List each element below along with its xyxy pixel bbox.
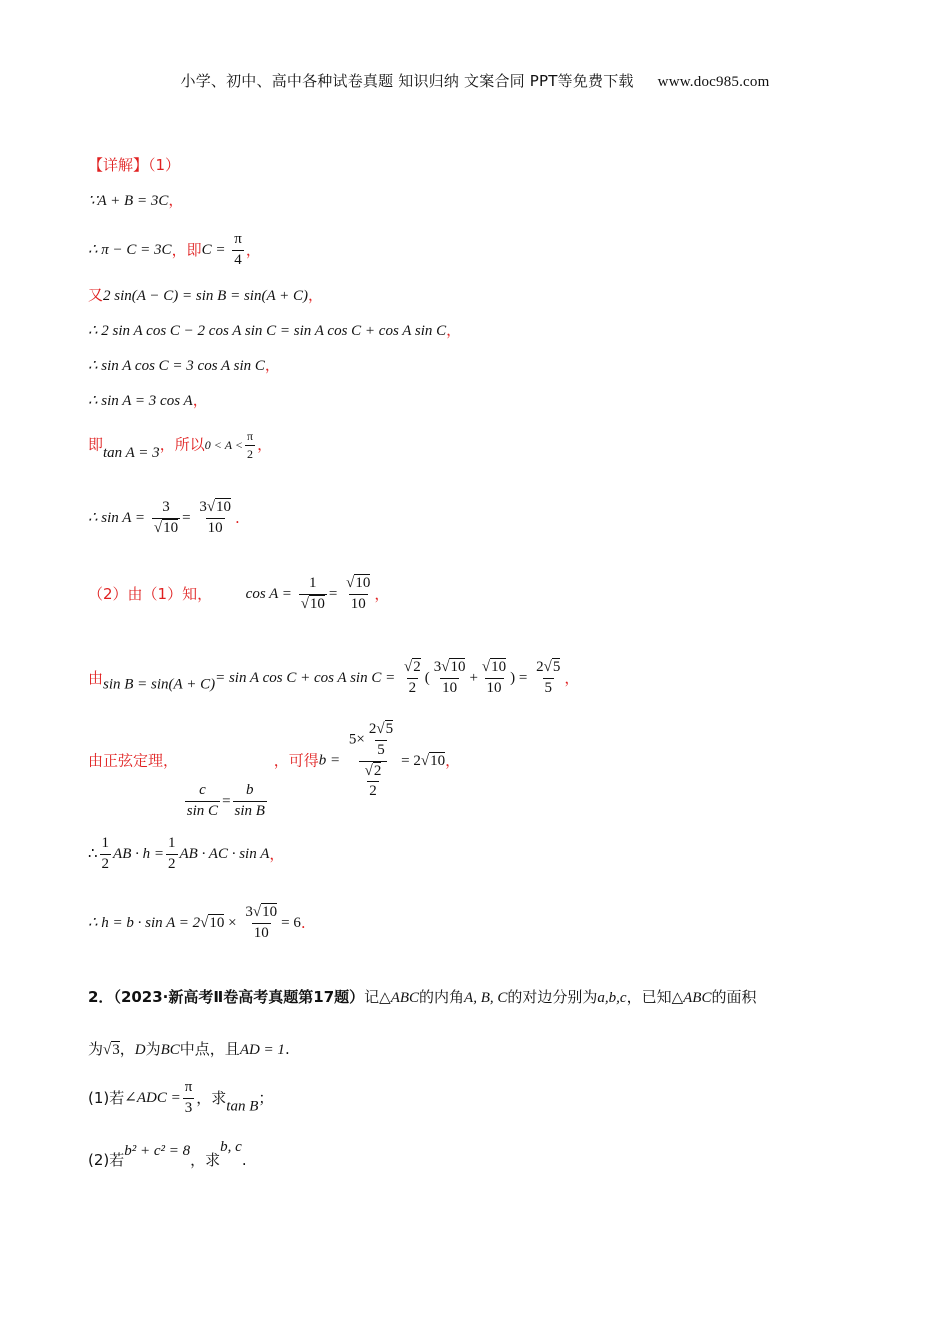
problem-source: （2023·新高考Ⅱ卷高考真题第17题） bbox=[113, 988, 365, 1006]
step-10: 由sin B = sin(A + C)= sin A cos C + cos A sin C = $\frac{√2}{2}$ ( $\frac{3√10}{10}$ + $\frac{√10}{10}$ ) = $\frac{2√5}{5}$ ， bbox=[88, 659, 580, 696]
step-9: （2）由（1）知， cos A = $\frac{1}{√10}$ = $\frac{√10}{10}$ ， bbox=[88, 575, 390, 612]
pi-over-4: $\frac{\pi}{4}$ bbox=[234, 231, 242, 268]
step-12: ∴ $\frac{1}{2}$ AB · h = $\frac{1}{2}$ AB · AC · sin A， bbox=[88, 835, 285, 872]
step-11: 由正弦定理， $\frac{c}{\text{sin C}}$ = $\frac{b}{\text{sin B}}$ ，可得b = 5× $\frac{2√5}{5}$ $\frac{√2}{2}$ = 2√10， bbox=[88, 721, 461, 819]
header-text: 小学、初中、高中各种试卷真题 知识归纳 文案合同 PPT等免费下载 bbox=[180, 72, 634, 90]
step-7: 即tan A = 3，所以0 < A < $\frac{\pi}{2}$ ， bbox=[88, 429, 273, 462]
step-2: ∴ π − C = 3C，即C = $\frac{\pi}{4}$ ， bbox=[88, 231, 261, 268]
problem-2-stem-line2: 为√3，D为BC中点，且AD = 1. bbox=[88, 1040, 290, 1058]
step-5: ∴ sin A cos C = 3 cos A sin C， bbox=[88, 356, 280, 374]
step-8: ∴ sin A = $\frac{3}{√10}$ = $\frac{3√10}{10}$ . bbox=[88, 499, 240, 536]
step-6: ∴ sin A = 3 cos A， bbox=[88, 391, 208, 409]
step-1: ∵A + B = 3C， bbox=[88, 191, 184, 209]
step-3: 又2 sin(A − C) = sin B = sin(A + C)， bbox=[88, 286, 323, 304]
frac-3-sqrt10: $\frac{3}{√10}$ bbox=[153, 499, 179, 536]
step-13: ∴ h = b · sin A = 2√10 × $\frac{3√10}{10}$ = 6. bbox=[88, 904, 306, 941]
question-1: (1)若∠ADC = $\frac{\pi}{3}$ ，求tan B； bbox=[88, 1079, 274, 1116]
sine-law-fraction: $\frac{c}{\text{sin C}}$ = $\frac{b}{\text{sin B}}$ bbox=[186, 781, 265, 819]
problem-number: 2． bbox=[88, 988, 114, 1006]
question-2: (2)若b² + c² = 8，求b, c. bbox=[88, 1139, 247, 1169]
header-url[interactable]: www.doc985.com bbox=[657, 74, 770, 90]
frac-3sqrt10-10: $\frac{3√10}{10}$ bbox=[199, 499, 232, 536]
detail-tag: 【详解】 bbox=[88, 156, 149, 174]
part1-label: （1） bbox=[148, 156, 181, 174]
problem-2-stem: 2．（2023·新高考Ⅱ卷高考真题第17题）记△ABC的内角A, B, C的对边分别为a,b,c，已知△ABC的面积 bbox=[88, 988, 757, 1006]
b-compound-fraction: 5× $\frac{2√5}{5}$ $\frac{√2}{2}$ bbox=[348, 721, 394, 800]
step-4: ∴ 2 sin A cos C − 2 cos A sin C = sin A cos C + cos A sin C， bbox=[88, 321, 462, 339]
solution-heading bbox=[88, 158, 180, 173]
page-header bbox=[0, 70, 950, 91]
